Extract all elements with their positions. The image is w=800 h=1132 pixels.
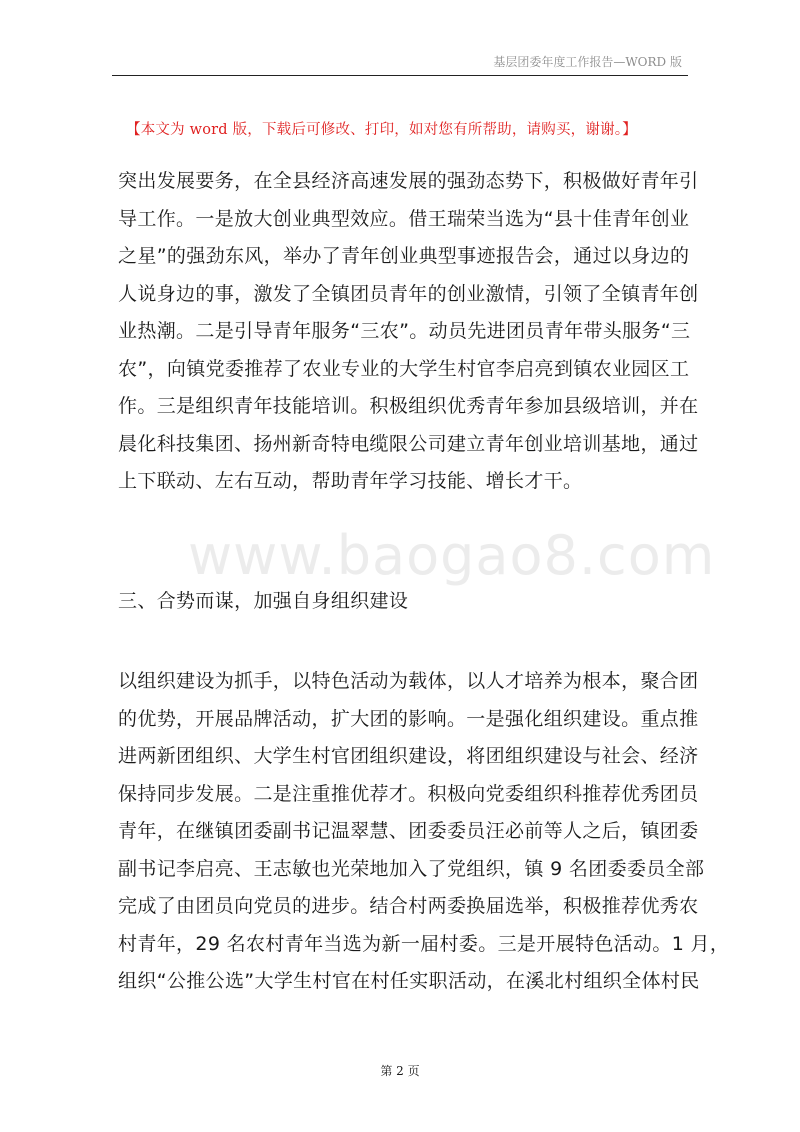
page-number: 第 2 页 <box>380 1064 420 1078</box>
paragraph-line: 的优势，开展品牌活动，扩大团的影响。一是强化组织建设。重点推 <box>118 707 699 730</box>
paragraph-line: 保持同步发展。二是注重推优荐才。积极向党委组织科推荐优秀团员 <box>118 782 699 805</box>
paragraph-line: 以组织建设为抓手，以特色活动为载体，以人才培养为根本，聚合团 <box>118 670 699 692</box>
section-heading: 三、合势而谋，加强自身组织建设 <box>118 590 409 612</box>
paragraph-line: 副书记李启亮、王志敏也光荣地加入了党组织，镇 9 名团委委员全部 <box>118 857 705 880</box>
paragraph-line: 村青年，29 名农村青年当选为新一届村委。三是开展特色活动。1 月， <box>118 932 730 955</box>
running-header: 基层团委年度工作报告—WORD 版 <box>493 55 682 69</box>
paragraph-line: 业热潮。二是引导青年服务“三农”。动员先进团员青年带头服务“三 <box>118 320 691 342</box>
body-paragraph-1 <box>118 163 699 501</box>
paragraph-line: 导工作。一是放大创业典型效应。借王瑞荣当选为“县十佳青年创业 <box>118 207 690 230</box>
paragraph-line: 进两新团组织、大学生村官团组织建设，将团组织建设与社会、经济 <box>118 745 699 767</box>
paragraph-line: 突出发展要务，在全县经济高速发展的强劲态势下，积极做好青年引 <box>118 170 699 192</box>
paragraph-line: 青年，在继镇团委副书记温翠慧、团委委员汪必前等人之后，镇团委 <box>118 820 699 842</box>
paragraph-line: 完成了由团员向党员的进步。结合村两委换届选举，积极推荐优秀农 <box>118 895 699 917</box>
paragraph-line: 农”，向镇党委推荐了农业专业的大学生村官李启亮到镇农业园区工 <box>118 357 690 380</box>
header-divider <box>112 75 688 76</box>
paragraph-line: 上下联动、左右互动，帮助青年学习技能、增长才干。 <box>118 470 583 492</box>
paragraph-line: 人说身边的事，激发了全镇团员青年的创业激情，引领了全镇青年创 <box>118 282 699 305</box>
watermark-text: www.baogao8.com <box>188 524 716 587</box>
paragraph-line: 作。三是组织青年技能培训。积极组织优秀青年参加县级培训，并在 <box>118 395 699 417</box>
download-notice: 【本文为 word 版，下载后可修改、打印，如对您有所帮助，请购买，谢谢。】 <box>126 122 637 138</box>
paragraph-line: 之星”的强劲东风，举办了青年创业典型事迹报告会，通过以身边的 <box>118 245 690 267</box>
paragraph-line: 组织“公推公选”大学生村官在村任实职活动，在溪北村组织全体村民 <box>118 970 700 992</box>
body-paragraph-2 <box>118 663 730 1001</box>
paragraph-line: 晨化科技集团、扬州新奇特电缆限公司建立青年创业培训基地，通过 <box>118 432 699 455</box>
